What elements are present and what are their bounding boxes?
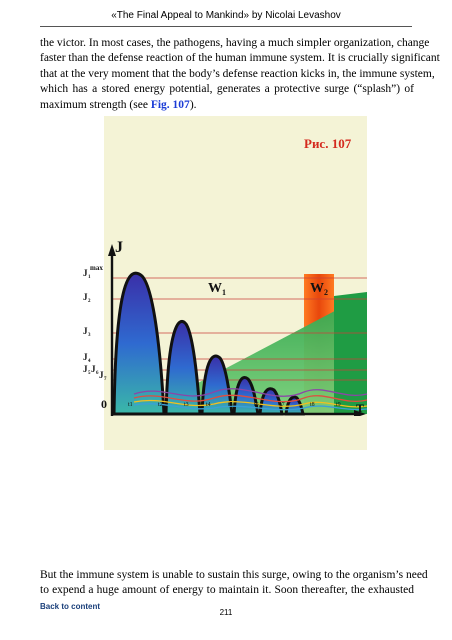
svg-text:1: 1 (88, 275, 91, 280)
paragraph-2 (40, 568, 428, 599)
origin-label: 0 (101, 397, 107, 411)
page-number: 211 (219, 608, 233, 617)
svg-text:max: max (90, 264, 103, 272)
paragraph-line: the victor. In most cases, the pathogens, having a much simpler organization, change (40, 37, 430, 49)
svg-text:t7: t7 (280, 402, 285, 408)
y-axis-label: J (115, 239, 123, 256)
svg-text:7: 7 (104, 377, 107, 382)
figure-link[interactable]: Fig. 107 (150, 98, 190, 111)
paragraph-text: maximum strength (see (40, 98, 151, 111)
paragraph-line: But the immune system is unable to sustain this surge, owing to the organism’s need (40, 569, 428, 581)
svg-text:6: 6 (96, 371, 99, 376)
svg-text:t3: t3 (184, 402, 189, 408)
paragraph-line (40, 98, 414, 113)
w2-label: W (310, 281, 324, 296)
svg-text:t1: t1 (128, 402, 133, 408)
paragraph-line: which has a stored energy potential, generates a protective surge (“splash”) of (40, 83, 414, 96)
figure-caption: Рис. 107 (304, 136, 352, 151)
w2-sub: 2 (324, 288, 328, 297)
paragraph-1 (40, 36, 440, 113)
back-to-content-link[interactable]: Back to content (40, 602, 101, 611)
svg-text:J: J (83, 292, 88, 302)
figure-107 (83, 116, 367, 450)
svg-text:t9: t9 (336, 402, 341, 408)
x-axis-label: T (356, 401, 365, 415)
paragraph-text: ). (189, 98, 197, 111)
paragraph-line: that at the very moment that the body’s defense reaction kicks in, the immune system, (40, 67, 435, 80)
svg-text:t5: t5 (228, 402, 233, 408)
svg-text:t2: t2 (158, 402, 163, 408)
svg-text:5: 5 (88, 371, 91, 376)
svg-text:J: J (91, 364, 96, 374)
svg-text:t8: t8 (310, 402, 315, 408)
figure-bottom-band (104, 416, 367, 450)
svg-text:J: J (99, 370, 104, 380)
running-header: «The Final Appeal to Mankind» by Nicolai Levashov (111, 10, 341, 21)
level-labels (83, 264, 107, 382)
svg-text:J: J (83, 326, 88, 336)
w1-sub: 1 (222, 288, 226, 297)
paragraph-line: to expend a huge amount of energy to maintain it. Soon thereafter, the exhausted (40, 584, 414, 597)
svg-text:J: J (83, 352, 88, 362)
svg-text:4: 4 (88, 359, 91, 364)
svg-text:3: 3 (88, 333, 91, 338)
svg-text:2: 2 (88, 299, 91, 304)
paragraph-line: faster than the defense reaction of the human immune system. It is crucially significant (40, 52, 440, 65)
svg-text:t4: t4 (206, 402, 211, 408)
svg-text:J: J (83, 364, 88, 374)
svg-text:t6: t6 (254, 402, 259, 408)
w1-label: W (208, 281, 222, 296)
header-divider (40, 26, 412, 27)
svg-text:J: J (83, 268, 88, 278)
